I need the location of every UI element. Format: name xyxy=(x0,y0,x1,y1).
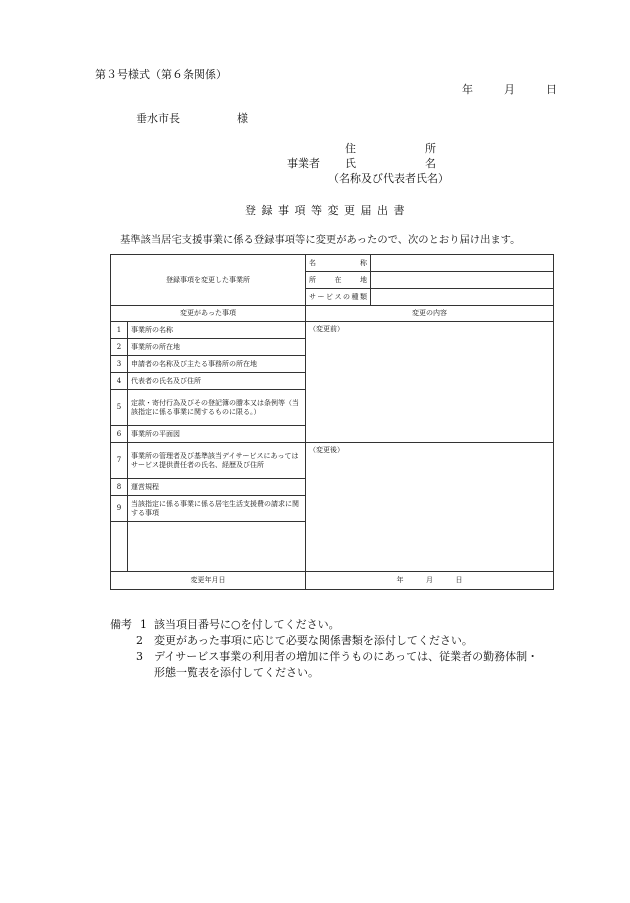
item-text-blank[interactable] xyxy=(128,522,306,572)
change-date-month: 月 xyxy=(426,576,434,584)
applicant-label: 事業者 xyxy=(287,157,320,170)
item-number: 8 xyxy=(111,479,128,496)
note-text: 変更があった事項に応じて必要な関係書類を添付してください。 xyxy=(154,634,473,647)
item-text: 事業所の管理者及び基準該当デイサービスにあってはサービス提供責任者の氏名、経歴及び住所 xyxy=(128,443,306,479)
item-text: 運営規程 xyxy=(128,479,306,496)
addressee-honorific: 様 xyxy=(237,112,248,125)
change-date-day: 日 xyxy=(455,576,463,584)
item-number: 9 xyxy=(111,496,128,522)
office-field-name-label: 名 称 xyxy=(306,255,371,272)
change-date-value[interactable] xyxy=(306,572,554,590)
item-text: 事業所の名称 xyxy=(128,322,306,339)
item-number: 6 xyxy=(111,426,128,443)
change-content-header: 変更の内容 xyxy=(306,306,554,322)
note-number: 1 xyxy=(140,618,147,631)
office-field-address-label: 所 在 地 xyxy=(306,272,371,289)
office-service-value[interactable] xyxy=(371,289,554,306)
document-title: 登 録 事 項 等 変 更 届 出 書 xyxy=(245,204,406,217)
address-label-end: 所 xyxy=(425,142,436,155)
change-notification-table xyxy=(110,254,554,590)
header-date-day: 日 xyxy=(546,83,557,96)
office-name-value[interactable] xyxy=(371,255,554,272)
item-number: 3 xyxy=(111,356,128,373)
item-text: 申請者の名称及び主たる事務所の所在地 xyxy=(128,356,306,373)
note-number: 3 xyxy=(136,650,143,663)
form-number: 第３号様式（第６条関係） xyxy=(95,68,227,81)
name-note: （名称及び代表者氏名） xyxy=(328,172,449,185)
change-date-label: 変更年月日 xyxy=(111,572,306,590)
intro-text: 基準該当居宅支援事業に係る登録事項等に変更があったので、次のとおり届け出ます。 xyxy=(120,234,521,246)
item-number: 5 xyxy=(111,390,128,426)
change-after-label: （変更後） xyxy=(309,446,345,454)
item-number: 1 xyxy=(111,322,128,339)
item-number: 7 xyxy=(111,443,128,479)
header-date-month: 月 xyxy=(504,83,515,96)
item-text: 当該指定に係る事業に係る居宅生活支援費の請求に関する事項 xyxy=(128,496,306,522)
header-date xyxy=(462,81,557,97)
changed-items-header: 変更があった事項 xyxy=(111,306,306,322)
change-before-cell[interactable] xyxy=(306,322,554,443)
note-text: デイサービス事業の利用者の増加に伴うものにあっては、従業者の勤務体制・ xyxy=(154,650,539,663)
note-continuation: 形態一覧表を添付してください。 xyxy=(154,666,319,679)
change-date-year: 年 xyxy=(396,576,404,584)
change-after-cell[interactable] xyxy=(306,443,554,572)
office-address-value[interactable] xyxy=(371,272,554,289)
item-text: 事業所の平面図 xyxy=(128,426,306,443)
name-label-start: 氏 xyxy=(345,157,356,170)
addressee-name: 垂水市長 xyxy=(136,112,180,125)
office-header: 登録事項を変更した事業所 xyxy=(111,255,306,306)
item-text: 事業所の所在地 xyxy=(128,339,306,356)
item-text: 代表者の氏名及び住所 xyxy=(128,373,306,390)
change-before-label: （変更前） xyxy=(309,325,345,333)
item-number: 4 xyxy=(111,373,128,390)
office-field-service-label: サ ー ビ ス の 種 類 xyxy=(306,289,371,306)
item-text: 定款・寄付行為及びその登記簿の謄本又は条例等（当該指定に係る事業に関するものに限る。） xyxy=(128,390,306,426)
note-number: 2 xyxy=(136,634,143,647)
address-label-start: 住 xyxy=(345,142,356,155)
name-label-end: 名 xyxy=(425,157,436,170)
item-number: 2 xyxy=(111,339,128,356)
header-date-year: 年 xyxy=(462,83,473,96)
notes-label: 備考 xyxy=(110,618,132,631)
note-text: 該当項目番号に○を付してください。 xyxy=(154,618,340,631)
item-number-blank xyxy=(111,522,128,572)
